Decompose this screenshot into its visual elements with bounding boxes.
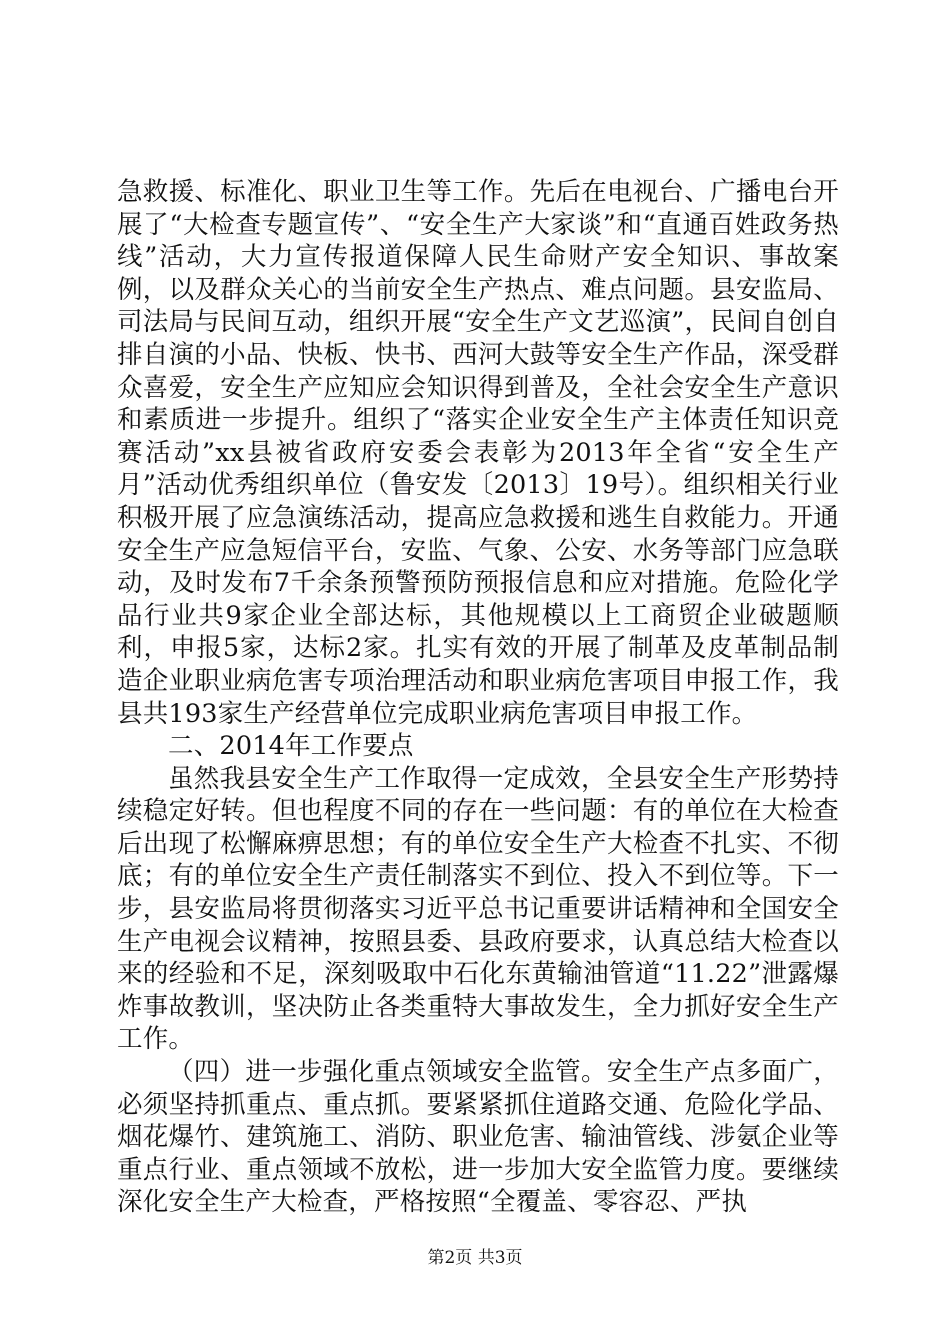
paragraph-key-supervision: （四）进一步强化重点领域安全监管。安全生产点多面广，必须坚持抓重点、重点抓。要紧紧抓住道路交通、危险化学品、烟花爆竹、建筑施工、消防、职业危害、输油管线、涉氨企业等重点行业、重点领域不放松，进一步加大安全监管力度。要继续深化安全生产大检查，严格按照“全覆盖、零容忍、严执 <box>117 1057 839 1218</box>
section-heading-2014-plan: 二、2014年工作要点 <box>168 731 414 762</box>
paragraph-achievements: 急救援、标准化、职业卫生等工作。先后在电视台、广播电台开展了“大检查专题宣传”、“安全生产大家谈”和“直通百姓政务热线”活动，大力宣传报道保障人民生命财产安全知识、事故案例，以及群众关心的当前安全生产热点、难点问题。县安监局、司法局与民间互动，组织开展“安全生产文艺巡演”，民间自创自排自演的小品、快板、快书、西河大鼓等安全生产作品，深受群众喜爱，安全生产应知应会知识得到普及，全社会安全生产意识和素质进一步提升。组织了“落实企业安全生产主体责任知识竞赛活动”xx县被省政府安委会表彰为2013年全省“安全生产月”活动优秀组织单位（鲁安发〔2013〕19号）。组织相关行业积极开展了应急演练活动，提高应急救援和逃生自救能力。开通安全生产应急短信平台，安监、气象、公安、水务等部门应急联动，及时发布7千余条预警预防预报信息和应对措施。危险化学品行业共9家企业全部达标，其他规模以上工商贸企业破题顺利，申报5家，达标2家。扎实有效的开展了制革及皮革制品制造企业职业病危害专项治理活动和职业病危害项目申报工作，我县共193家生产经营单位完成职业病危害项目申报工作。 <box>117 177 839 729</box>
page-number-footer: 第2页 共3页 <box>427 1248 523 1268</box>
paragraph-problems: 虽然我县安全生产工作取得一定成效，全县安全生产形势持续稳定好转。但也程度不同的存在一些问题：有的单位在大检查后出现了松懈麻痹思想；有的单位安全生产大检查不扎实、不彻底；有的单位安全生产责任制落实不到位、投入不到位等。下一步，县安监局将贯彻落实习近平总书记重要讲话精神和全国安全生产电视会议精神，按照县委、县政府要求，认真总结大检查以来的经验和不足，深刻吸取中石化东黄输油管道“11.22”泄露爆炸事故教训，坚决防止各类重特大事故发生，全力抓好安全生产工作。 <box>117 763 839 1055</box>
document-body <box>117 176 839 1219</box>
